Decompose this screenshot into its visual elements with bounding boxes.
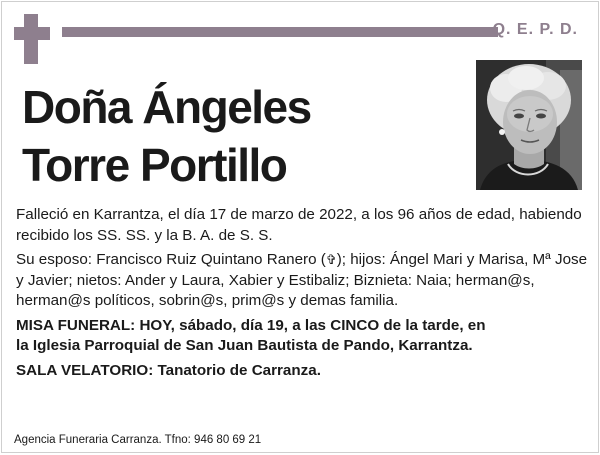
death-notice: Falleció en Karrantza, el día 17 de marzo de 2022, a los 96 años de edad, habiendo recibido los SS. SS. y la B. A. de S. S. <box>16 206 582 244</box>
wake-location: SALA VELATORIO: Tanatorio de Carranza. <box>16 361 321 379</box>
funeral-mass <box>16 316 588 357</box>
funeral-line2: la Iglesia Parroquial de San Juan Bautista de Pando, Karrantza. <box>16 337 473 354</box>
family-after: ); hijos: Ángel Mari y Marisa, Mª Jose y Javier; nietos: Ander y Laura, Xabier y Estibaliz; Biznieta: Naia; herman@s, herman@s políticos, sobrin@s, prim@s y demas familia. <box>16 251 588 309</box>
funeral-line1: MISA FUNERAL: HOY, sábado, día 19, a las CINCO de la tarde, en <box>16 316 486 334</box>
deceased-name-line1: Doña Ángeles <box>22 81 311 133</box>
deceased-photo <box>476 60 582 190</box>
qepd-label: Q. E. P. D. <box>492 21 578 38</box>
family-before: Su esposo: Francisco Ruiz Quintano Ranero ( <box>16 251 326 268</box>
family-list <box>16 250 588 312</box>
obituary-body <box>16 205 588 385</box>
deceased-name-line2: Torre Portillo <box>22 139 287 191</box>
deceased-name <box>22 78 311 194</box>
header-divider <box>62 27 498 37</box>
agency-footer: Agencia Funeraria Carranza. Tfno: 946 80 69 21 <box>14 434 262 446</box>
deceased-cross-icon: ✞ <box>325 252 337 267</box>
obituary-card <box>1 1 599 453</box>
cross-icon <box>14 14 50 64</box>
